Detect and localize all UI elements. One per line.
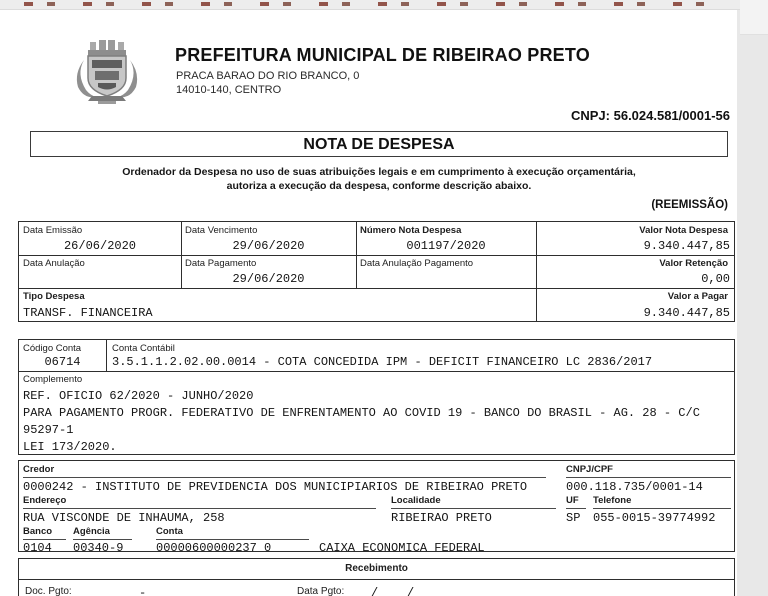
data-pgto-value: / / — [371, 586, 415, 596]
document-page — [0, 9, 737, 596]
agencia-value: 00340-9 — [73, 541, 124, 555]
localidade-value: RIBEIRAO PRETO — [391, 511, 492, 525]
tipo-despesa-label: Tipo Despesa — [23, 291, 85, 302]
tipo-despesa-value: TRANSF. FINANCEIRA — [23, 306, 153, 320]
complemento-label: Complemento — [23, 374, 83, 385]
numero-nota-label: Número Nota Despesa — [360, 225, 462, 236]
endereco-value: RUA VISCONDE DE INHAUMA, 258 — [23, 511, 225, 525]
data-vencimento-label: Data Vencimento — [185, 225, 258, 236]
reissue-tag: (REEMISSÃO) — [651, 199, 728, 211]
conta-contabil-value: 3.5.1.1.2.02.00.0014 - COTA CONCEDIDA IPM - DEFICIT FINANCEIRO LC 2836/2017 — [112, 355, 653, 369]
account-box — [18, 339, 735, 455]
data-pagamento-label: Data Pagamento — [185, 258, 257, 269]
note-title: NOTA DE DESPESA — [303, 136, 455, 153]
org-address-line1: PRACA BARAO DO RIO BRANCO, 0 — [176, 70, 360, 82]
telefone-value: 055-0015-39774992 — [593, 511, 716, 525]
municipal-crest-logo — [68, 38, 146, 106]
org-name: PREFEITURA MUNICIPAL DE RIBEIRAO PRETO — [175, 45, 590, 65]
top-chrome-strip — [0, 0, 768, 10]
complemento-line: LEI 173/2020. — [23, 440, 117, 454]
data-pgto-label: Data Pgto: — [297, 586, 345, 596]
valor-retencao-label: Valor Retenção — [659, 258, 728, 269]
conta-label: Conta — [156, 526, 183, 537]
valor-nota-value: 9.340.447,85 — [643, 239, 730, 253]
intro-line2: autoriza a execução da despesa, conforme descrição abaixo. — [226, 180, 532, 192]
codigo-conta-value: 06714 — [44, 355, 81, 369]
creditor-box — [18, 460, 735, 555]
doc-pgto-value: - — [139, 586, 147, 596]
complemento-line: 95297-1 — [23, 423, 74, 437]
uf-label: UF — [566, 495, 579, 506]
valor-nota-label: Valor Nota Despesa — [639, 225, 728, 236]
recebimento-title: Recebimento — [345, 563, 408, 574]
org-address-line2: 14010-140, CENTRO — [176, 84, 282, 96]
banco-label: Banco — [23, 526, 53, 537]
banco-value: 0104 — [23, 541, 52, 555]
telefone-label: Telefone — [593, 495, 632, 506]
scrollbar-corner[interactable] — [740, 0, 768, 35]
conta-contabil-label: Conta Contábil — [112, 343, 175, 354]
summary-table — [18, 221, 735, 322]
data-emissao-value: 26/06/2020 — [63, 239, 136, 253]
endereco-label: Endereço — [23, 495, 67, 506]
data-emissao-label: Data Emissão — [23, 225, 83, 236]
conta-value: 00000600000237 0 — [156, 541, 272, 555]
complemento-line: REF. OFICIO 62/2020 - JUNHO/2020 — [23, 389, 254, 403]
cnpj-cpf-value: 000.118.735/0001-14 — [566, 480, 703, 494]
clipped-red-text-dashes — [24, 2, 716, 6]
numero-nota-value: 001197/2020 — [406, 239, 486, 253]
data-vencimento-value: 29/06/2020 — [232, 239, 305, 253]
valor-retencao-value: 0,00 — [701, 272, 730, 286]
data-pagamento-value: 29/06/2020 — [232, 272, 305, 286]
complemento-line: PARA PAGAMENTO PROGR. FEDERATIVO DE ENFRENTAMENTO AO COVID 19 - BANCO DO BRASIL - AG. 28 - C/C — [23, 406, 700, 420]
agencia-label: Agência — [73, 526, 110, 537]
valor-a-pagar-label: Valor a Pagar — [667, 291, 728, 302]
doc-pgto-label: Doc. Pgto: — [25, 586, 72, 596]
credor-label: Credor — [23, 464, 55, 475]
intro-line1: Ordenador da Despesa no uso de suas atribuições legais e em cumprimento à execução orçamentária, — [122, 166, 636, 178]
localidade-label: Localidade — [391, 495, 441, 506]
receipt-box — [18, 558, 735, 596]
data-anulacao-label: Data Anulação — [23, 258, 85, 269]
org-cnpj: CNPJ: 56.024.581/0001-56 — [570, 108, 730, 123]
cnpj-cpf-label: CNPJ/CPF — [566, 464, 613, 475]
credor-value: 0000242 - INSTITUTO DE PREVIDENCIA DOS MUNICIPIARIOS DE RIBEIRAO PRETO — [23, 480, 528, 494]
banco-nome: CAIXA ECONOMICA FEDERAL — [319, 541, 485, 555]
uf-value: SP — [566, 511, 581, 525]
codigo-conta-label: Código Conta — [23, 343, 82, 354]
valor-a-pagar-value: 9.340.447,85 — [643, 306, 730, 320]
data-anulacao-pgto-label: Data Anulação Pagamento — [360, 258, 474, 269]
